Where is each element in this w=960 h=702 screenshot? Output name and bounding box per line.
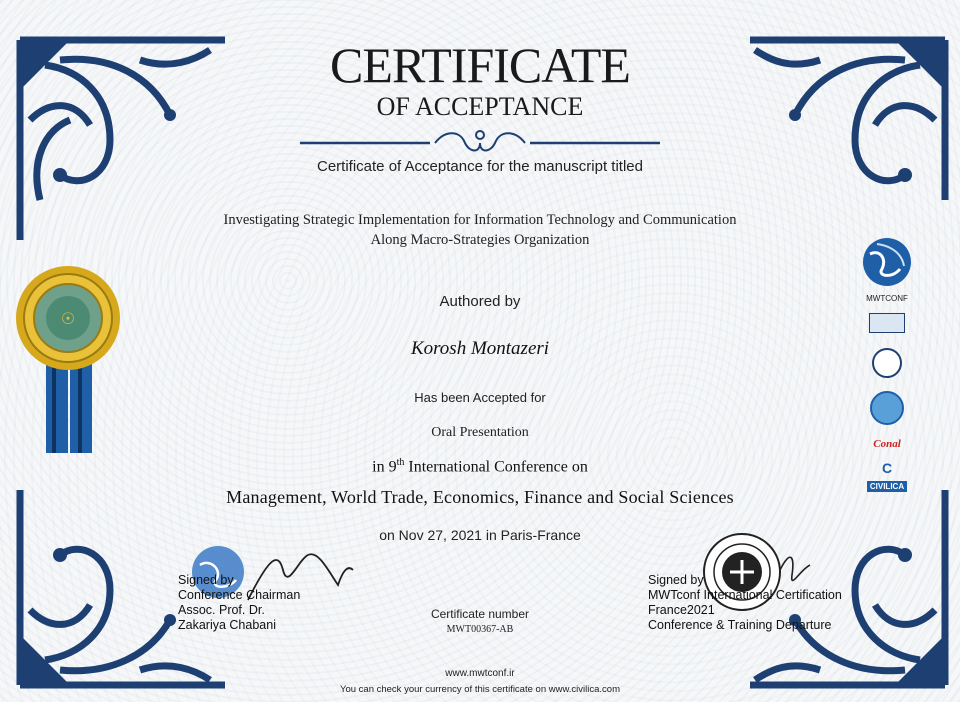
certificate-number-value: MWT00367-AB xyxy=(446,624,514,635)
civilica-c-icon: C xyxy=(881,460,893,476)
conal-logo-text: Conal xyxy=(873,438,901,450)
certificate-title: CERTIFICATE xyxy=(330,37,630,93)
manuscript-title-line2: Along Macro-Strategies Organization xyxy=(370,232,590,248)
conference-suffix: International Conference on xyxy=(404,458,588,476)
conference-date: on Nov 27, 2021 in Paris-France xyxy=(379,527,581,543)
left-signer-title: Assoc. Prof. Dr. xyxy=(178,603,265,617)
certificate-subtitle: OF ACCEPTANCE xyxy=(376,92,584,121)
left-signer-role: Conference Chairman xyxy=(178,588,301,602)
accepted-label: Has been Accepted for xyxy=(414,390,546,405)
mwtconf-logo-label: MWTCONF xyxy=(866,294,908,303)
partner-logos xyxy=(852,234,922,494)
civilica-logo xyxy=(852,460,922,494)
manuscript-title xyxy=(0,210,960,250)
right-signer-edition: France2021 xyxy=(648,603,715,617)
presentation-type: Oral Presentation xyxy=(431,425,529,440)
right-signer-org: MWTconf International Certification xyxy=(648,588,842,602)
globe-icon xyxy=(852,234,922,289)
university-emblem-icon xyxy=(852,348,922,383)
right-signature-block xyxy=(648,573,842,633)
conal-logo xyxy=(852,434,922,452)
author-name: Korosh Montazeri xyxy=(410,338,550,359)
manuscript-title-line1: Investigating Strategic Implementation for Information Technology and Communication xyxy=(223,212,737,228)
authored-by-label: Authored by xyxy=(439,293,521,310)
title-divider-ornament xyxy=(300,125,660,155)
certificate-number-block xyxy=(380,607,580,635)
manuscript-intro: Certificate of Acceptance for the manuscript titled xyxy=(317,158,643,175)
conference-ordinal: th xyxy=(396,457,405,468)
website-link[interactable]: www.mwtconf.ir xyxy=(445,668,515,679)
right-signed-by: Signed by xyxy=(648,573,704,587)
badge-icon-1 xyxy=(852,313,922,338)
iso-badge-icon xyxy=(852,391,922,430)
left-signed-by: Signed by xyxy=(178,573,234,587)
verification-note: You can check your currency of this certificate on www.civilica.com xyxy=(339,684,620,695)
svg-text:☉: ☉ xyxy=(60,311,76,328)
civilica-logo-text: CIVILICA xyxy=(867,481,907,492)
gold-seal xyxy=(8,258,133,458)
conference-line xyxy=(0,457,960,476)
left-signature-block xyxy=(178,573,300,633)
right-signer-dept: Conference & Training Departure xyxy=(648,618,832,632)
conference-name: Management, World Trade, Economics, Finance and Social Sciences xyxy=(226,487,734,507)
left-signer-name: Zakariya Chabani xyxy=(178,618,276,632)
conference-prefix: in 9 xyxy=(372,458,397,476)
certificate-number-label: Certificate number xyxy=(430,607,530,621)
